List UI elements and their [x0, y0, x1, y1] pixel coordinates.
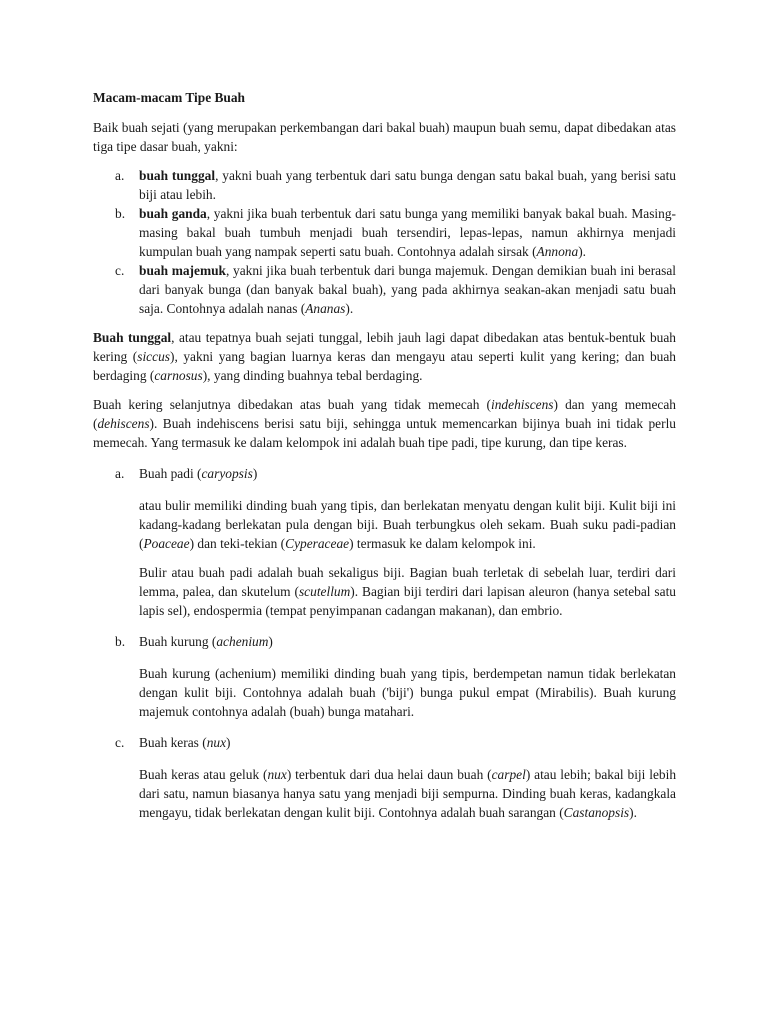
subsection-body-achenium: [93, 664, 676, 721]
body-paragraph: [139, 765, 676, 822]
text: ) termasuk ke dalam kelompok ini.: [349, 536, 536, 551]
term: buah ganda: [139, 206, 207, 221]
text: ) terbentuk dari dua helai daun buah (: [286, 767, 492, 782]
text: ). Buah indehiscens berisi satu biji, sehingga untuk memencarkan bijinya buah ini tidak perlu memecah. Yang termasuk ke dalam kelompok ini adalah buah tipe padi, tipe kurung, dan tipe keras.: [93, 416, 676, 450]
body-paragraph: [139, 496, 676, 553]
latin-name: Castanopsis: [563, 805, 630, 820]
latin-name: Ananas: [305, 301, 346, 316]
single-fruit-paragraph: [93, 328, 676, 385]
latin-name: carpel: [491, 767, 526, 782]
text: ), yakni yang bagian luarnya keras dan mengayu atau seperti kulit yang kering; dan buah berdaging (: [93, 349, 676, 383]
text: ): [268, 634, 273, 649]
text: , atau tepatnya buah sejati tunggal, lebih jauh lagi dapat dibedakan atas bentuk-bentuk buah kering (: [93, 330, 676, 364]
list-marker: b.: [115, 634, 126, 649]
text: ) dan teki-tekian (: [189, 536, 286, 551]
latin-name: nux: [267, 767, 287, 782]
text: atau bulir memiliki dinding buah yang tipis, dan berlekatan menyatu dengan kulit biji. Kulit biji ini kadang-kadang berlekatan pula dengan biji. Buah terbungkus oleh sekam. Buah suku padi-padian (: [139, 498, 676, 551]
latin-name: Poaceae: [143, 536, 190, 551]
term: Buah tunggal: [93, 330, 172, 345]
text: Buah padi (: [139, 466, 202, 481]
text: ) atau lebih; bakal biji lebih dari satu, namun biasanya hanya satu yang menjadi biji sempurna. Dinding buah keras, kadangkala mengayu, tidak berlekatan dengan kulit biji. Contohnya adalah buah sarangan (: [139, 767, 677, 820]
list-marker: c.: [115, 735, 125, 750]
text: ): [252, 466, 258, 481]
text: , yakni buah yang terbentuk dari satu bunga dengan satu bakal buah, yang berisi satu biji atau lebih.: [139, 168, 677, 202]
document-page: [93, 88, 676, 832]
text: ).: [578, 244, 586, 259]
subsection-heading-caryopsis: [93, 464, 676, 483]
body-paragraph: Buah kurung (achenium) memiliki dinding buah yang tipis, berdempetan namun tidak berlekatan dengan kulit biji. Contohnya adalah buah ('biji') bunga pukul empat (Mirabilis). Buah kurung majemuk contohnya adalah (buah) bunga matahari.: [139, 666, 676, 719]
list-marker: a.: [115, 168, 125, 183]
fruit-type-list: [93, 166, 676, 318]
text: Buah keras (: [139, 735, 207, 750]
subsection-heading-nux: [93, 733, 676, 752]
dry-fruit-paragraph: [93, 395, 676, 452]
term: buah majemuk: [139, 263, 226, 278]
text: ).: [345, 301, 354, 316]
latin-name: caryopsis: [201, 466, 253, 481]
list-marker: b.: [115, 206, 126, 221]
list-marker: c.: [115, 263, 125, 278]
text: ). Bagian biji terdiri dari lapisan aleuron (hanya setebal satu lapis sel), endospermia (tempat penyimpanan cadangan makanan), dan embrio.: [139, 584, 676, 618]
subsection-body-caryopsis: [93, 496, 676, 620]
latin-name: siccus: [137, 349, 170, 364]
intro-paragraph: Baik buah sejati (yang merupakan perkembangan dari bakal buah) maupun buah semu, dapat dibedakan atas tiga tipe dasar buah, yakni:: [93, 120, 676, 154]
text: ).: [629, 805, 637, 820]
list-item: [93, 166, 676, 204]
text: Buah kurung (: [139, 634, 217, 649]
body-paragraph: [139, 563, 676, 620]
latin-name: carnosus: [154, 368, 203, 383]
text: Buah kering selanjutnya dibedakan atas buah yang tidak memecah (: [93, 397, 492, 412]
latin-name: achenium: [216, 634, 269, 649]
subsection-heading-achenium: [93, 632, 676, 651]
subsection-body-nux: [93, 765, 676, 822]
list-item: [93, 261, 676, 318]
text: , yakni jika buah terbentuk dari satu bunga yang memiliki banyak bakal buah. Masing-masing bakal buah tumbuh menjadi buah tersendiri, lepas-lepas, namun akhirnya menjadi kumpulan buah yang nampak seperti satu buah. Contohnya adalah sirsak (: [139, 206, 676, 259]
latin-name: dehiscens: [97, 416, 150, 431]
latin-name: Cyperaceae: [285, 536, 350, 551]
page-title: Macam-macam Tipe Buah: [93, 90, 246, 105]
text: ): [226, 735, 231, 750]
term: buah tunggal: [139, 168, 216, 183]
text: , yakni jika buah terbentuk dari bunga majemuk. Dengan demikian buah ini berasal dari banyak bunga (dan banyak bakal buah), yang pada akhirnya seakan-akan menjadi satu buah saja. Contohnya adalah nanas (: [139, 263, 676, 316]
text: ) dan yang memecah (: [93, 397, 676, 431]
list-marker: a.: [115, 466, 125, 481]
text: ), yang dinding buahnya tebal berdaging.: [202, 368, 423, 383]
latin-name: nux: [206, 735, 227, 750]
latin-name: scutellum: [298, 584, 351, 599]
text: Buah keras atau geluk (: [139, 767, 268, 782]
latin-name: Annona: [536, 244, 579, 259]
list-item: [93, 204, 676, 261]
latin-name: indehiscens: [491, 397, 554, 412]
text: Bulir atau buah padi adalah buah sekaligus biji. Bagian buah terletak di sebelah luar, terdiri dari lemma, palea, dan skutelum (: [139, 565, 676, 599]
